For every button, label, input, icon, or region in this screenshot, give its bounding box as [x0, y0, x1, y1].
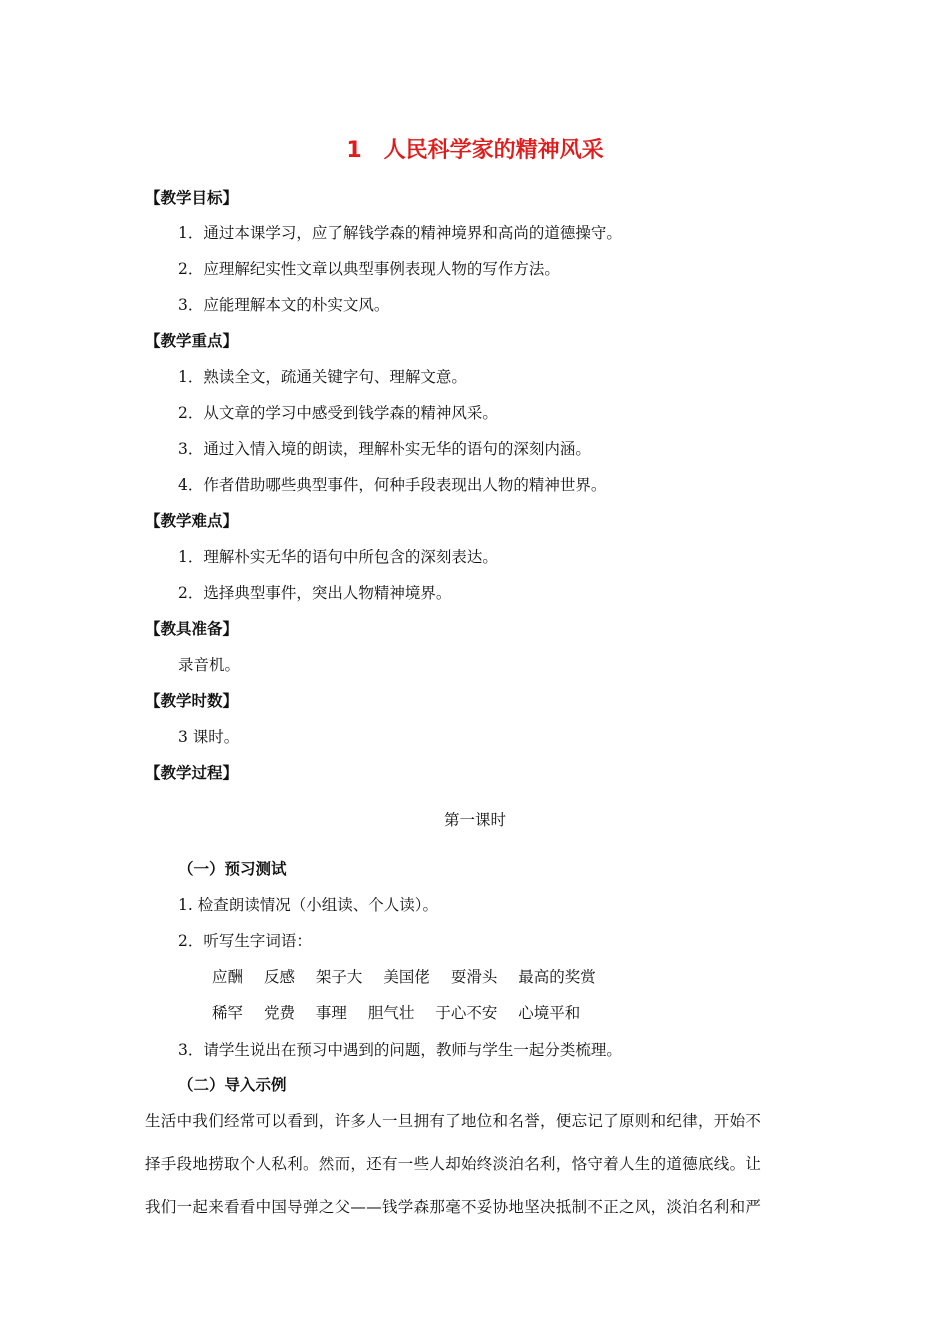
vocabulary-word: 反感: [263, 968, 295, 986]
section-item: 2．听写生字词语：: [178, 932, 312, 950]
vocabulary-word: 党费: [263, 1004, 295, 1022]
vocabulary-word: 于心不安: [435, 1004, 498, 1022]
hours-text: 3 课时。: [178, 728, 240, 746]
key-point-item: 4．作者借助哪些典型事件，何种手段表现出人物的精神世界。: [178, 476, 607, 494]
key-points-heading: 【教学重点】: [145, 332, 239, 350]
objective-item: 1．通过本课学习，应了解钱学森的精神境界和高尚的道德操守。: [178, 224, 622, 242]
key-point-item: 3．通过入情入境的朗读，理解朴实无华的语句的深刻内涵。: [178, 440, 591, 458]
vocabulary-word: 最高的奖赏: [518, 968, 596, 986]
objective-item: 2．应理解纪实性文章以典型事例表现人物的写作方法。: [178, 260, 560, 278]
materials-text: 录音机。: [178, 656, 241, 674]
section-heading: （二）导入示例: [178, 1076, 287, 1094]
section-heading: （一）预习测试: [178, 860, 287, 878]
vocabulary-word: 应酬: [212, 968, 244, 986]
objective-item: 3．应能理解本文的朴实文风。: [178, 296, 390, 314]
section-item: 3．请学生说出在预习中遇到的问题，教师与学生一起分类梳理。: [178, 1041, 622, 1059]
vocabulary-word: 耍滑头: [450, 968, 498, 986]
vocabulary-word: 美国佬: [383, 968, 430, 986]
lesson-title: 第一课时: [443, 811, 506, 829]
hours-heading: 【教学时数】: [145, 692, 239, 710]
vocabulary-word: 稀罕: [212, 1004, 244, 1022]
vocabulary-row: [212, 1001, 596, 1023]
vocabulary-word: 架子大: [315, 968, 363, 986]
difficulty-item: 1．理解朴实无华的语句中所包含的深刻表达。: [178, 548, 498, 566]
difficulty-item: 2．选择典型事件，突出人物精神境界。: [178, 584, 452, 602]
section-item: 1. 检查朗读情况（小组读、个人读）。: [178, 896, 438, 914]
page-title: 1 人民科学家的精神风采: [346, 138, 604, 163]
vocabulary-row: [212, 965, 612, 987]
paragraph-line: 生活中我们经常可以看到，许多人一旦拥有了地位和名誉，便忘记了原则和纪律，开始不: [145, 1112, 762, 1130]
key-point-item: 2．从文章的学习中感受到钱学森的精神风采。: [178, 404, 498, 422]
paragraph-line: 择手段地捞取个人私利。然而，还有一些人却始终淡泊名利，恪守着人生的道德底线。让: [145, 1155, 762, 1173]
vocabulary-word: 胆气壮: [367, 1004, 415, 1022]
difficulties-heading: 【教学难点】: [145, 512, 239, 530]
paragraph-line: 我们一起来看看中国导弹之父——钱学森那毫不妥协地坚决抵制不正之风，淡泊名利和严: [145, 1198, 762, 1216]
vocabulary-word: 事理: [315, 1004, 347, 1022]
materials-heading: 【教具准备】: [145, 620, 239, 638]
key-point-item: 1．熟读全文，疏通关键字句、理解文意。: [178, 368, 467, 386]
objectives-heading: 【教学目标】: [145, 189, 239, 207]
vocabulary-word: 心境平和: [518, 1004, 581, 1022]
process-heading: 【教学过程】: [145, 764, 239, 782]
